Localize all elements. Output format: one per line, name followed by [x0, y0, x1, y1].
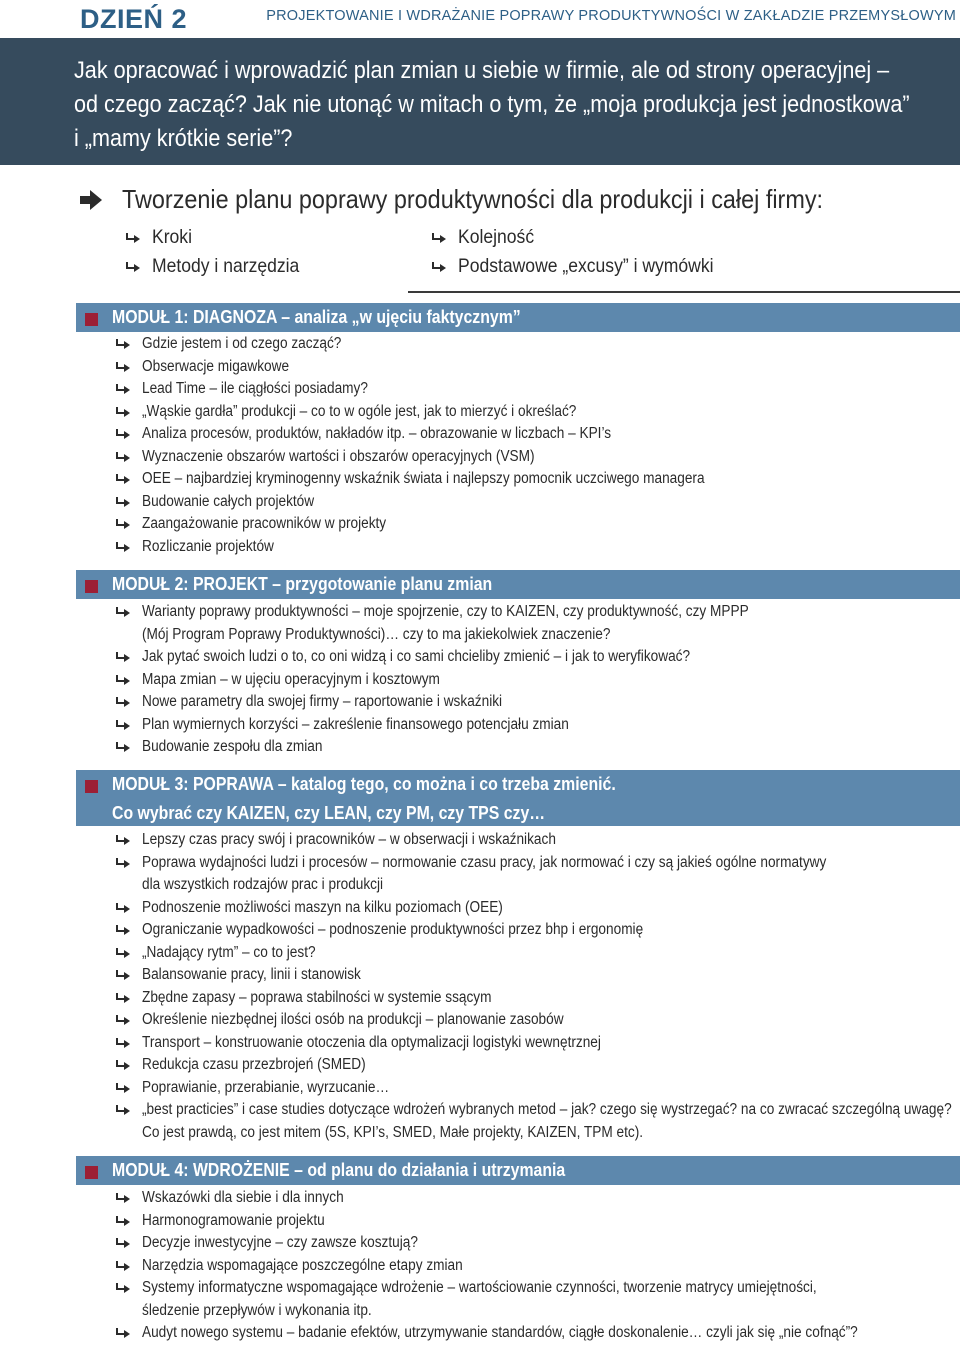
module-4-heading	[76, 1156, 960, 1185]
list-item	[116, 897, 960, 920]
list-item	[116, 919, 960, 942]
list-item	[116, 1210, 955, 1233]
list-item	[116, 736, 831, 759]
arrow-bullet-icon	[116, 835, 130, 845]
list-item	[116, 691, 831, 714]
list-item-text: Audyt nowego systemu – badanie efektów, utrzymywanie standardów, ciągłe doskonalenie… czyli jak się „nie cofnąć”?	[142, 1324, 858, 1341]
module-3-list	[116, 829, 960, 1144]
list-item-text: OEE – najbardziej kryminogenny wskaźnik świata i najlepszy pomocnik uczciwego managera	[142, 470, 705, 487]
list-item	[116, 669, 831, 692]
list-item	[116, 1054, 960, 1077]
arrow-bullet-icon	[116, 1193, 130, 1203]
list-item-text: Decyzje inwestycyjne – czy zawsze kosztują?	[142, 1234, 418, 1251]
list-item-text: Wskazówki dla siebie i dla innych	[142, 1189, 344, 1206]
list-item-text: „Wąskie gardła” produkcji – co to w ogóle jest, jak to mierzyć i określać?	[142, 402, 577, 420]
list-item	[116, 378, 781, 401]
list-item-text: Mapa zmian – w ujęciu operacyjnym i kosztowym	[142, 670, 440, 688]
right-arrow-icon	[80, 190, 102, 210]
list-item-text: Rozliczanie projektów	[142, 537, 274, 555]
list-item	[116, 1255, 955, 1278]
list-item	[116, 1322, 955, 1345]
list-item-text: Redukcja czasu przezbrojeń (SMED)	[142, 1056, 366, 1073]
arrow-bullet-icon	[116, 519, 130, 529]
list-item	[116, 491, 781, 514]
list-item	[116, 987, 960, 1010]
module-title-line: MODUŁ 1: DIAGNOZA – analiza „w ujęciu faktycznym”	[112, 307, 521, 327]
arrow-bullet-icon	[116, 607, 130, 617]
list-item	[116, 536, 781, 559]
list-item-text: Nowe parametry dla swojej firmy – raportowanie i wskaźniki	[142, 693, 503, 710]
list-item	[116, 468, 781, 491]
list-item-text: Balansowanie pracy, linii i stanowisk	[142, 966, 361, 983]
arrow-bullet-icon	[432, 233, 446, 243]
list-item-text: „Nadający rytm” – co to jest?	[142, 943, 316, 961]
list-item	[116, 513, 781, 536]
arrow-bullet-icon	[116, 362, 130, 372]
list-item-text: Warianty poprawy produktywności – moje spojrzenie, czy to KAIZEN, czy produktywność, czy MPPP	[142, 603, 749, 620]
plan-heading	[80, 184, 901, 215]
list-item	[116, 446, 781, 469]
list-item	[116, 1009, 960, 1032]
arrow-bullet-icon	[116, 1038, 130, 1048]
square-bullet-icon	[85, 313, 98, 326]
list-item	[116, 356, 781, 379]
list-item	[116, 1232, 955, 1255]
list-item-text: Określenie niezbędnej ilości osób na produkcji – planowanie zasobów	[142, 1011, 564, 1028]
course-title: PROJEKTOWANIE I WDRAŻANIE POPRAWY PRODUKTYWNOŚCI W ZAKŁADZIE PRZEMYSŁOWYM	[266, 8, 956, 24]
list-item	[116, 1032, 960, 1055]
arrow-bullet-icon	[116, 970, 130, 980]
list-item	[116, 1277, 955, 1322]
module-1-list	[116, 333, 781, 558]
module-title-line: MODUŁ 2: PROJEKT – przygotowanie planu zmian	[112, 574, 493, 594]
list-item-text: Wyznaczenie obszarów wartości i obszarów operacyjnych (VSM)	[142, 447, 535, 465]
question-line-3: i „mamy krótkie serie”?	[74, 125, 293, 152]
list-item	[116, 829, 960, 852]
divider	[408, 291, 960, 293]
arrow-bullet-icon	[116, 1261, 130, 1271]
arrow-bullet-icon	[116, 925, 130, 935]
arrow-bullet-icon	[116, 948, 130, 958]
arrow-bullet-icon	[116, 1283, 130, 1293]
arrow-bullet-icon	[116, 429, 130, 439]
question-band	[0, 38, 960, 165]
list-item-text: (Mój Program Poprawy Produktywności)… czy to ma jakiekolwiek znaczenie?	[142, 625, 611, 643]
list-item-text: Gdzie jestem i od czego zacząć?	[142, 335, 342, 352]
plan-item: Kolejność	[432, 226, 543, 249]
arrow-bullet-icon	[116, 452, 130, 462]
list-item	[116, 1187, 955, 1210]
list-item-text: Ograniczanie wypadkowości – podnoszenie produktywności przez bhp i ergonomię	[142, 921, 644, 938]
list-item	[116, 964, 960, 987]
module-title-line: MODUŁ 3: POPRAWA – katalog tego, co można i co trzeba zmienić.	[112, 774, 616, 794]
arrow-bullet-icon	[116, 1015, 130, 1025]
module-4-list	[116, 1187, 955, 1345]
list-item-text: Budowanie całych projektów	[142, 492, 315, 510]
arrow-bullet-icon	[116, 1105, 130, 1115]
arrow-bullet-icon	[116, 407, 130, 417]
list-item-text: Co jest prawdą, co jest mitem (5S, KPI’s, SMED, Małe projekty, KAIZEN, TPM etc).	[142, 1123, 644, 1141]
square-bullet-icon	[85, 780, 98, 793]
arrow-bullet-icon	[116, 1060, 130, 1070]
arrow-bullet-icon	[116, 384, 130, 394]
arrow-bullet-icon	[116, 675, 130, 685]
arrow-bullet-icon	[116, 993, 130, 1003]
plan-title: Tworzenie planu poprawy produktywności dla produkcji i całej firmy:	[122, 184, 824, 214]
list-item-text: Obserwacje migawkowe	[142, 357, 290, 375]
square-bullet-icon	[85, 1166, 98, 1179]
list-item	[116, 423, 781, 446]
question-line-1: Jak opracować i wprowadzić plan zmian u siebie w firmie, ale od strony operacyjnej –	[74, 57, 890, 84]
arrow-bullet-icon	[116, 720, 130, 730]
list-item-text: dla wszystkich rodzajów prac i produkcji	[142, 876, 384, 893]
arrow-bullet-icon	[116, 652, 130, 662]
list-item-text: Narzędzia wspomagające poszczególne etapy zmian	[142, 1256, 463, 1274]
arrow-bullet-icon	[116, 697, 130, 707]
module-title-line: MODUŁ 4: WDROŻENIE – od planu do działania i utrzymania	[112, 1160, 566, 1180]
arrow-bullet-icon	[116, 1216, 130, 1226]
module-1-heading	[76, 303, 960, 332]
arrow-bullet-icon	[116, 903, 130, 913]
list-item	[116, 333, 781, 356]
list-item	[116, 601, 831, 646]
list-item	[116, 714, 831, 737]
list-item-text: Systemy informatyczne wspomagające wdrożenie – wartościowanie czynności, tworzenie matrycy umiejętności,	[142, 1279, 817, 1296]
list-item	[116, 852, 960, 897]
list-item-text: śledzenie przepływów i wykonania itp.	[142, 1301, 372, 1319]
plan-item: Metody i narzędzia	[126, 255, 316, 278]
list-item-text: Zbędne zapasy – poprawa stabilności w systemie ssącym	[142, 988, 492, 1006]
day-label: DZIEŃ 2	[80, 4, 188, 34]
list-item-text: Plan wymiernych korzyści – zakreślenie finansowego potencjału zmian	[142, 715, 569, 733]
module-2-list	[116, 601, 831, 759]
arrow-bullet-icon	[116, 542, 130, 552]
arrow-bullet-icon	[432, 262, 446, 272]
list-item	[116, 646, 831, 669]
plan-item: Podstawowe „excusy” i wymówki	[432, 255, 742, 278]
list-item-text: Podnoszenie możliwości maszyn na kilku poziomach (OEE)	[142, 898, 503, 916]
arrow-bullet-icon	[116, 742, 130, 752]
list-item-text: „best practicies” i case studies dotyczące wdrożeń wybranych metod – jak? czego się wystrzegać? na co zwracać szczególną uwagę?	[142, 1101, 952, 1118]
arrow-bullet-icon	[116, 1238, 130, 1248]
page-header	[0, 0, 960, 38]
list-item-text: Harmonogramowanie projektu	[142, 1211, 325, 1229]
list-item	[116, 942, 960, 965]
plan-item: Kroki	[126, 226, 196, 249]
list-item	[116, 1077, 960, 1100]
arrow-bullet-icon	[116, 1328, 130, 1338]
list-item-text: Lepszy czas pracy swój i pracowników – w obserwacji i wskaźnikach	[142, 831, 556, 848]
list-item-text: Poprawianie, przerabianie, wyrzucanie…	[142, 1078, 390, 1096]
arrow-bullet-icon	[116, 858, 130, 868]
list-item-text: Transport – konstruowanie otoczenia dla optymalizacji logistyki wewnętrznej	[142, 1033, 601, 1051]
list-item	[116, 401, 781, 424]
module-2-heading	[76, 570, 960, 599]
arrow-bullet-icon	[116, 339, 130, 349]
list-item-text: Budowanie zespołu dla zmian	[142, 738, 323, 755]
arrow-bullet-icon	[116, 474, 130, 484]
list-item-text: Analiza procesów, produktów, nakładów itp. – obrazowanie w liczbach – KPI’s	[142, 425, 612, 442]
arrow-bullet-icon	[126, 262, 140, 272]
list-item-text: Lead Time – ile ciągłości posiadamy?	[142, 380, 368, 397]
question-line-2: od czego zacząć? Jak nie utonąć w mitach o tym, że „moja produkcja jest jednostkowa”	[74, 91, 910, 118]
list-item-text: Zaangażowanie pracowników w projekty	[142, 515, 387, 532]
list-item-text: Jak pytać swoich ludzi o to, co oni widzą i co sami chcieliby zmienić – i jak to weryfikować?	[142, 648, 691, 665]
list-item-text: Poprawa wydajności ludzi i procesów – normowanie czasu pracy, jak normować i czy są jakieś ogólne normatywy	[142, 853, 827, 871]
square-bullet-icon	[85, 580, 98, 593]
module-3-heading	[76, 770, 960, 826]
list-item	[116, 1099, 960, 1144]
arrow-bullet-icon	[126, 233, 140, 243]
arrow-bullet-icon	[116, 497, 130, 507]
module-title-line: Co wybrać czy KAIZEN, czy LEAN, czy PM, czy TPS czy…	[112, 803, 546, 823]
arrow-bullet-icon	[116, 1083, 130, 1093]
